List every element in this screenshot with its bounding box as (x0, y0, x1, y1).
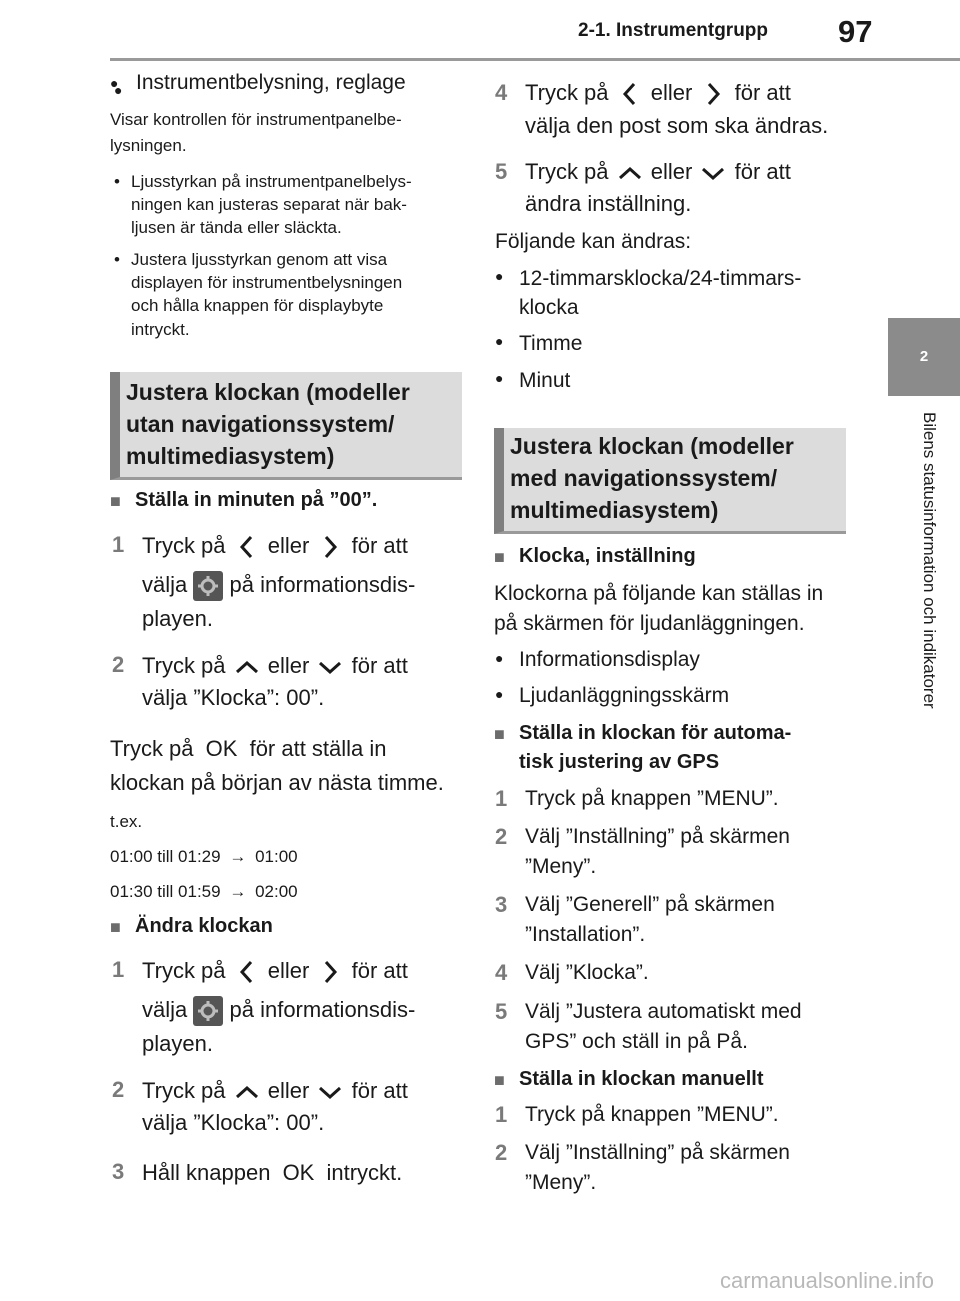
step-text: på informationsdis- (229, 572, 416, 597)
change-step-2-line-1 (142, 1075, 408, 1107)
section-box-no-nav (110, 372, 462, 480)
section-title-line: multimediasystem) (510, 497, 719, 523)
subheading-manual: Ställa in klockan manuellt (519, 1068, 764, 1090)
change-step-2-line-2: välja ”Klocka”: 00”. (142, 1110, 325, 1135)
bullet-dot-icon: ● (495, 686, 504, 702)
step-text: eller (650, 159, 693, 184)
change-step-1-line-2 (142, 994, 415, 1026)
step-text: på informationsdis- (229, 997, 416, 1022)
square-bullet-icon: ■ (494, 547, 505, 567)
sub-bullet-dot: • (114, 250, 120, 269)
step-number: 4 (495, 80, 508, 105)
gear-icon (193, 996, 223, 1026)
step-text: för att (734, 159, 791, 184)
change-step-1-line-3: playen. (142, 1031, 213, 1056)
step-text: eller (267, 1078, 310, 1103)
section-title-line: Justera klockan (modeller (126, 379, 410, 405)
step-text: för att (351, 958, 408, 983)
manual-step-2-line-1: Välj ”Inställning” på skärmen (525, 1141, 790, 1164)
gps-step-1: Tryck på knappen ”MENU”. (525, 787, 779, 810)
step-5-line-2: ändra inställning. (525, 191, 692, 216)
change-step-3 (142, 1157, 402, 1189)
step-text: för att (351, 653, 408, 678)
step-text: för att (734, 80, 791, 105)
sub-bullet-2-line-2: displayen för instrumentbelysningen (131, 273, 403, 292)
step-number: 2 (112, 652, 125, 677)
chapter-title: 2-1. Instrumentgrupp (578, 20, 769, 41)
square-bullet-icon: ■ (494, 724, 505, 744)
chevron-down-icon (315, 652, 345, 682)
gps-step-5-line-2: GPS” och ställ in på På. (525, 1030, 748, 1053)
clock-text-line-1: Klockorna på följande kan ställas in (494, 582, 824, 605)
step-number: 1 (112, 957, 125, 982)
step-number: 3 (495, 892, 508, 917)
chevron-up-icon (232, 652, 262, 682)
step-number: 1 (495, 786, 508, 811)
text: 02:00 (255, 882, 298, 901)
step-text: för att (351, 533, 408, 558)
watermark: carmanualsonline.info (720, 1268, 935, 1293)
step-1-line-1 (142, 530, 408, 562)
section-box-with-nav (494, 428, 846, 534)
text: 01:00 till 01:29 (110, 847, 221, 866)
ok-button-label: OK (205, 736, 238, 761)
bullet-dot-icon: ● (495, 650, 504, 666)
step-number: 2 (495, 824, 508, 849)
sub-bullet-dot: • (114, 172, 120, 191)
option-line: Minut (519, 369, 571, 392)
subheading-change-clock: Ändra klockan (135, 915, 273, 937)
bullet-dot-icon: ● (495, 268, 504, 284)
ok-instruction-line-2: klockan på början av nästa timme. (110, 770, 444, 795)
gps-step-2-line-1: Välj ”Inställning” på skärmen (525, 825, 790, 848)
step-text: välja (142, 997, 188, 1022)
step-text: Tryck på (142, 1078, 226, 1103)
step-text: Tryck på (142, 533, 226, 558)
step-text: Tryck på (142, 958, 226, 983)
page-number: 97 (838, 14, 873, 49)
changeable-label: Följande kan ändras: (495, 230, 692, 253)
text: för att ställa in (249, 736, 387, 761)
option-line: klocka (519, 296, 579, 319)
chevron-up-icon (615, 158, 645, 188)
step-number: 2 (112, 1077, 125, 1102)
audio-screen-item: Ljudanläggningsskärm (519, 684, 730, 707)
chevron-right-icon (315, 532, 345, 562)
step-text: välja (142, 572, 188, 597)
step-2-line-1 (142, 650, 408, 682)
text: 01:30 till 01:59 (110, 882, 221, 901)
step-number: 2 (495, 1140, 508, 1165)
step-number: 1 (495, 1102, 508, 1127)
bullet-dot-icon: ● (495, 370, 504, 386)
sub-bullet-1-line-1: Ljusstyrkan på instrumentpanelbelys- (131, 172, 412, 191)
step-text: Tryck på (142, 653, 226, 678)
intro-line-2: lysningen. (110, 136, 187, 155)
step-text: Håll knappen (142, 1160, 271, 1185)
chevron-left-icon (615, 79, 645, 109)
step-number: 1 (112, 532, 125, 557)
change-step-1-line-1 (142, 955, 408, 987)
subheading-gps-line-1: Ställa in klockan för automa- (519, 722, 792, 744)
gear-icon (193, 571, 223, 601)
gps-step-5-line-1: Välj ”Justera automatiskt med (525, 1000, 802, 1023)
option-line: 12-timmarsklocka/24-timmars- (519, 267, 802, 290)
bullet-heading: Instrumentbelysning, reglage (136, 71, 406, 94)
chapter-tab: 2 (888, 318, 960, 396)
text: 01:00 (255, 847, 298, 866)
gps-step-3-line-1: Välj ”Generell” på skärmen (525, 893, 775, 916)
ok-button-label: OK (282, 1160, 315, 1185)
chapter-side-label: Bilens statusinformation och indikatorer (920, 412, 939, 709)
step-text: Tryck på (525, 80, 609, 105)
arrow-right-icon: → (229, 882, 247, 901)
manual-step-2-line-2: ”Meny”. (525, 1171, 597, 1194)
section-title-line: multimediasystem) (126, 443, 335, 469)
sub-bullet-1-line-3: ljusen är tända eller släckta. (131, 218, 342, 237)
gps-step-2-line-2: ”Meny”. (525, 855, 597, 878)
example-label: t.ex. (110, 812, 143, 831)
gps-step-4: Välj ”Klocka”. (525, 961, 649, 984)
step-4-line-1 (525, 77, 791, 109)
step-5-line-1 (525, 156, 791, 188)
step-2-line-2: välja ”Klocka”: 00”. (142, 685, 325, 710)
section-title-line: utan navigationssystem/ (126, 411, 395, 437)
manual-step-1: Tryck på knappen ”MENU”. (525, 1103, 779, 1126)
step-text: eller (267, 653, 310, 678)
step-number: 5 (495, 999, 508, 1024)
intro-line-1: Visar kontrollen för instrumentpanelbe- (110, 110, 402, 129)
subheading-clock-setting: Klocka, inställning (519, 545, 696, 567)
step-number: 4 (495, 960, 508, 985)
header-rule (110, 58, 960, 61)
clock-text-line-2: på skärmen för ljudanläggningen. (494, 612, 805, 635)
bullet-dot-icon: ● (110, 75, 119, 91)
example-1 (110, 845, 298, 869)
section-title-line: Justera klockan (modeller (510, 433, 794, 459)
example-2 (110, 880, 298, 904)
info-display-item: Informationsdisplay (519, 648, 700, 671)
square-bullet-icon: ■ (494, 1070, 505, 1090)
chevron-left-icon (232, 957, 262, 987)
chevron-down-icon (315, 1077, 345, 1107)
sub-bullet-2-line-3: och hålla knappen för displaybyte (131, 296, 384, 315)
chevron-right-icon (698, 79, 728, 109)
chevron-left-icon (232, 532, 262, 562)
bullet-dot-icon: ● (495, 333, 504, 349)
step-1-line-3: playen. (142, 606, 213, 631)
sub-bullet-2-line-4: intryckt. (131, 320, 190, 339)
step-text: eller (650, 80, 693, 105)
gps-step-3-line-2: ”Installation”. (525, 923, 646, 946)
ok-instruction-line-1 (110, 733, 387, 765)
step-text: eller (267, 533, 310, 558)
sub-bullet-1-line-2: ningen kan justeras separat när bak- (131, 195, 407, 214)
chevron-down-icon (698, 158, 728, 188)
step-1-line-2 (142, 569, 415, 601)
step-4-line-2: välja den post som ska ändras. (525, 113, 829, 138)
arrow-right-icon: → (229, 847, 247, 866)
step-text: för att (351, 1078, 408, 1103)
step-number: 5 (495, 159, 508, 184)
step-number: 3 (112, 1159, 125, 1184)
subheading-gps-line-2: tisk justering av GPS (519, 751, 720, 773)
step-text: intryckt. (326, 1160, 403, 1185)
subheading-set-minute: Ställa in minuten på ”00”. (135, 489, 378, 511)
chevron-up-icon (232, 1077, 262, 1107)
option-line: Timme (519, 332, 583, 355)
square-bullet-icon: ■ (110, 917, 121, 937)
text: Tryck på (110, 736, 194, 761)
step-text: eller (267, 958, 310, 983)
section-title-line: med navigationssystem/ (510, 465, 778, 491)
step-text: Tryck på (525, 159, 609, 184)
square-bullet-icon: ■ (110, 491, 121, 511)
sub-bullet-2-line-1: Justera ljusstyrkan genom att visa (131, 250, 388, 269)
chevron-right-icon (315, 957, 345, 987)
